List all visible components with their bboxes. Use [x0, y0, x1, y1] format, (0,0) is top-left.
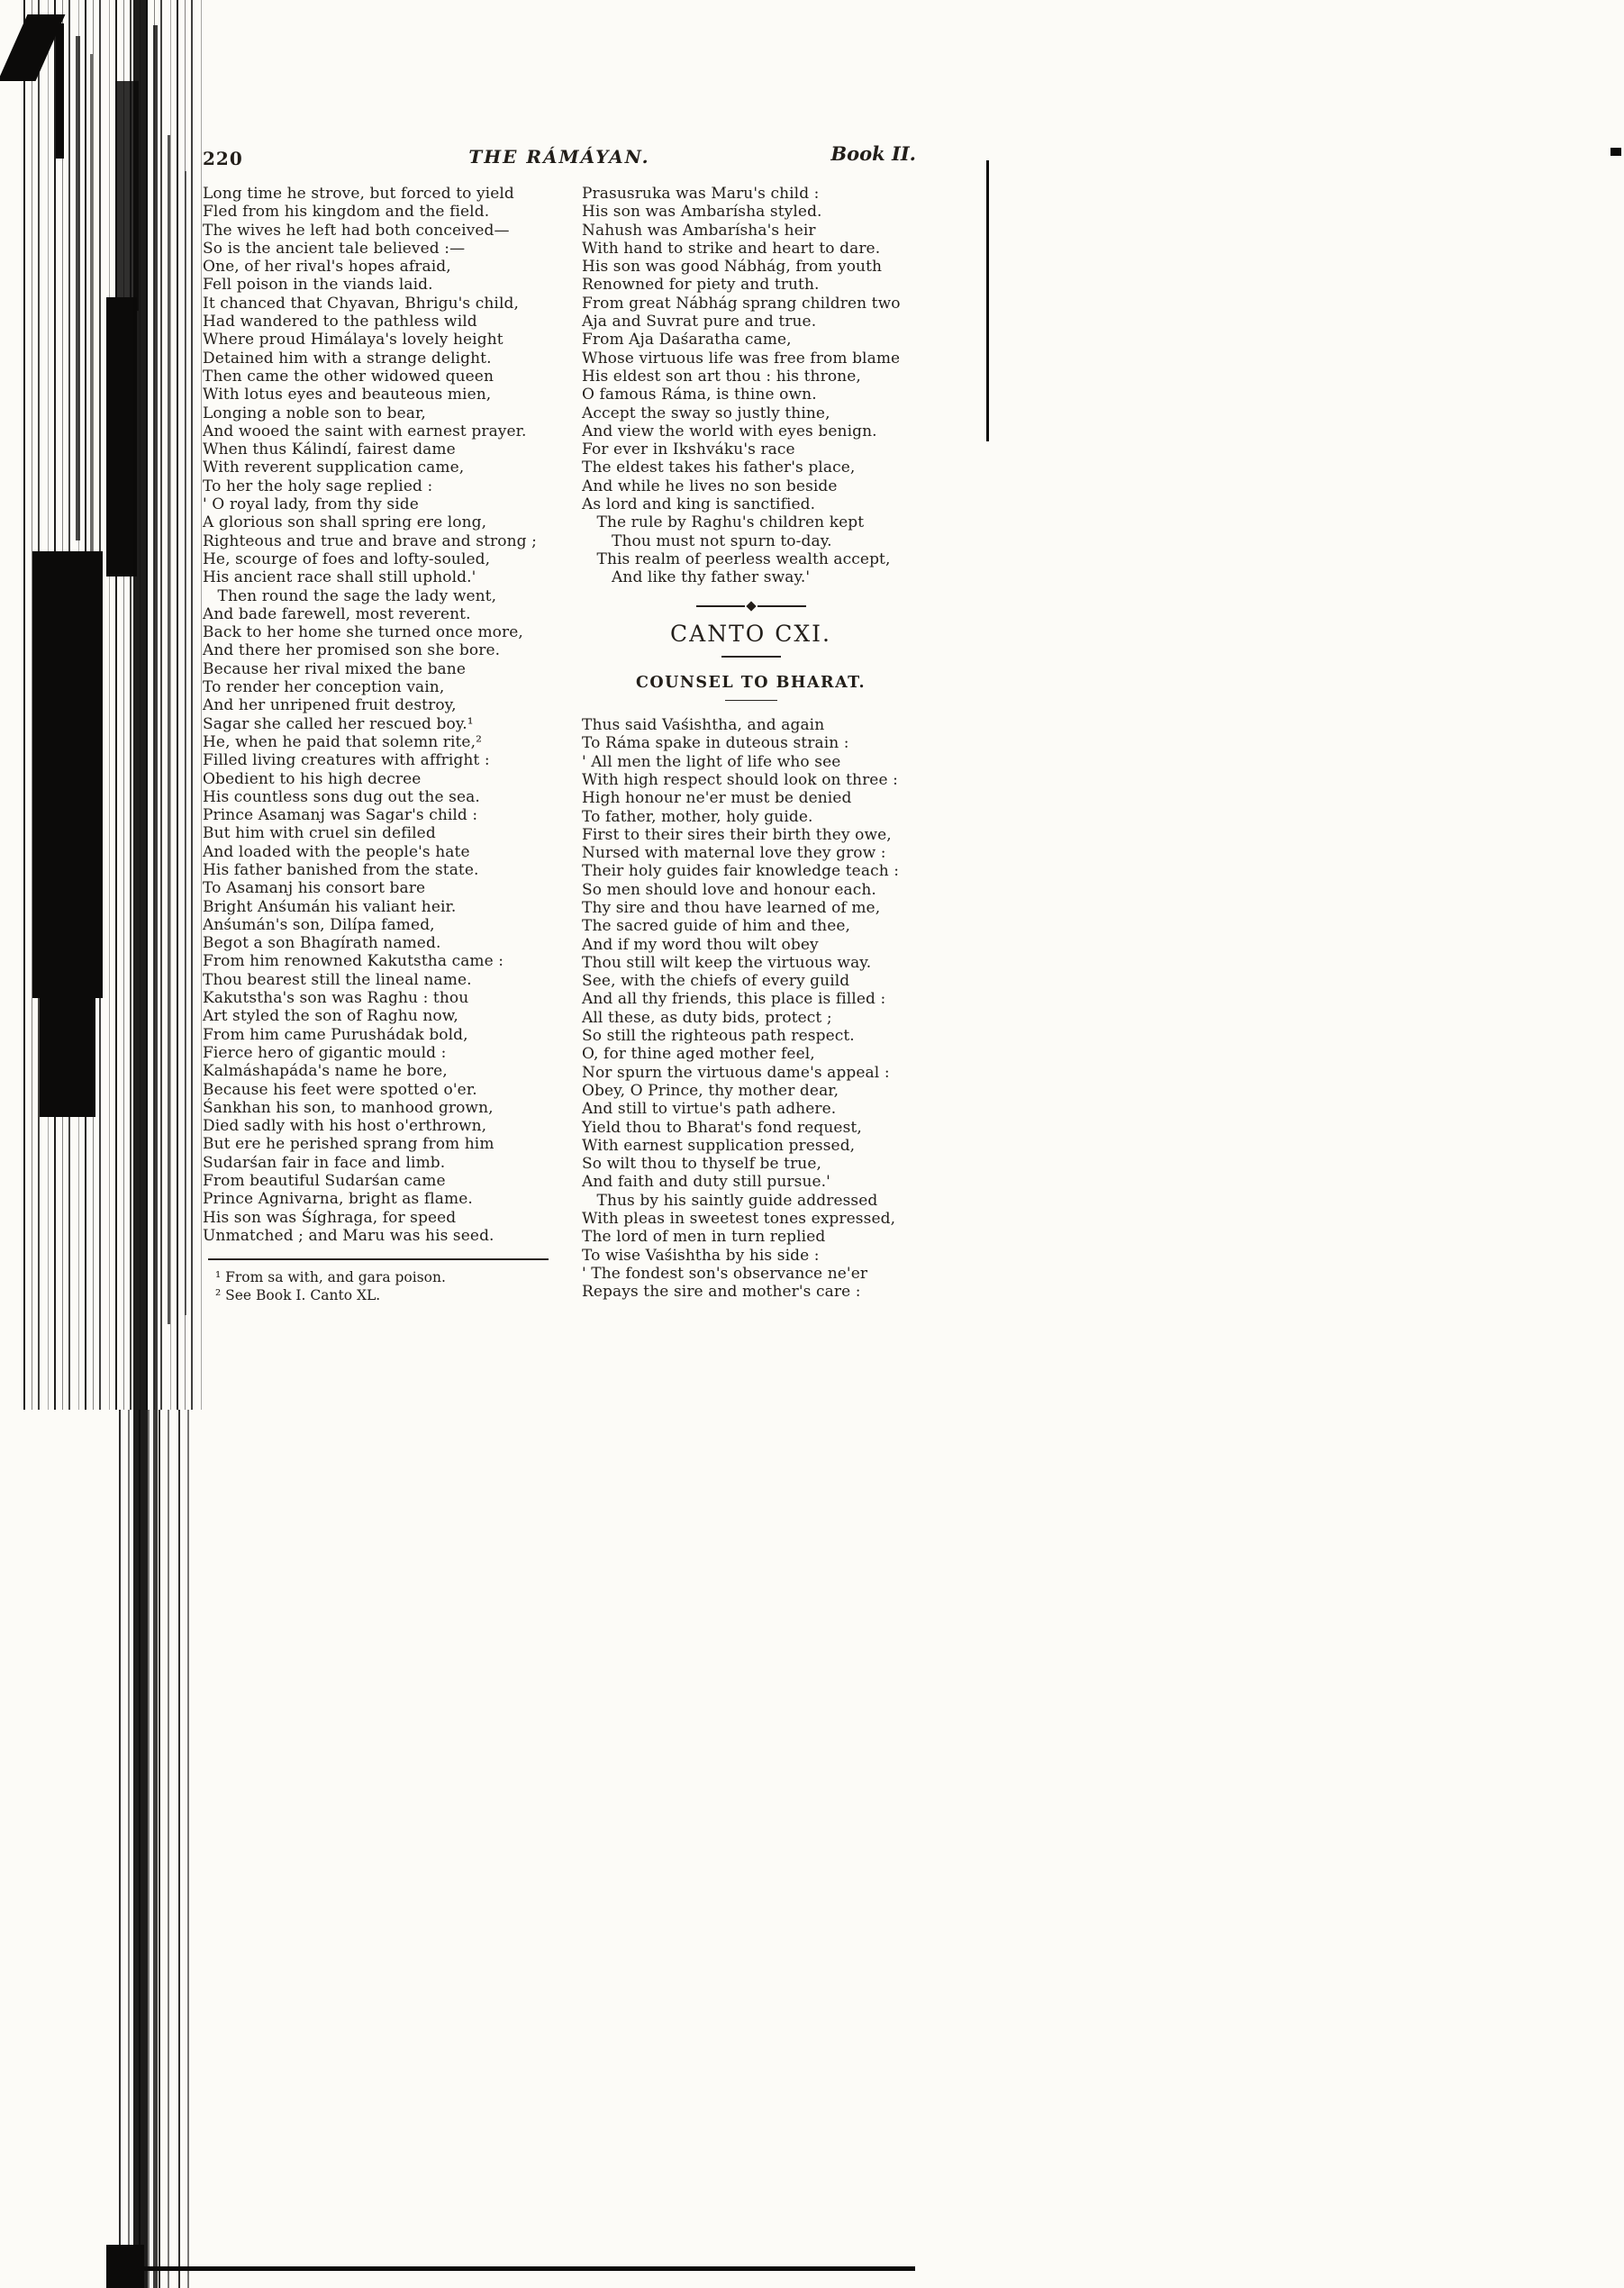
- verse-line: Thus by his saintly guide addressed: [582, 1191, 878, 1210]
- verse-line: Then round the sage the lady went,: [203, 586, 497, 605]
- verse-line: Had wandered to the pathless wild: [203, 313, 477, 331]
- verse-line: And all thy friends, this place is filled :: [582, 990, 886, 1009]
- verse-line: The lord of men in turn replied: [582, 1228, 826, 1247]
- verse-line: From great Nábhág sprang children two: [582, 294, 901, 313]
- divider-line: [696, 605, 745, 607]
- scan-streak: [185, 171, 186, 1315]
- verse-line: Obedient to his high decree: [203, 769, 422, 788]
- scan-streak: [40, 989, 95, 1117]
- verse-line: His ancient race shall still uphold.': [203, 568, 476, 587]
- verse-line: His son was Ambarísha styled.: [582, 203, 822, 222]
- verse-line: O, for thine aged mother feel,: [582, 1045, 815, 1064]
- footnotes: [203, 1268, 564, 1304]
- scan-streak: [986, 160, 989, 441]
- text-columns: [203, 185, 920, 1304]
- verse-line: ' All men the light of life who see: [582, 752, 841, 771]
- verse-line: Where proud Himálaya's lovely height: [203, 331, 504, 350]
- book-label: Book II.: [830, 142, 916, 165]
- verse-line: Śankhan his son, to manhood grown,: [203, 1098, 494, 1117]
- verse-line: Nor spurn the virtuous dame's appeal :: [582, 1063, 890, 1082]
- verse-line: See, with the chiefs of every guild: [582, 972, 850, 991]
- verse-line: As lord and king is sanctified.: [582, 495, 816, 514]
- divider-line: [758, 605, 806, 607]
- verse-line: Thou still wilt keep the virtuous way.: [582, 953, 872, 972]
- verse-line: This realm of peerless wealth accept,: [582, 549, 891, 568]
- verse-line: Fled from his kingdom and the field.: [203, 203, 490, 222]
- verse-line: Renowned for piety and truth.: [582, 276, 820, 295]
- canto-rule: [721, 656, 781, 658]
- verse-line: Kakutstha's son was Raghu : thou: [203, 989, 469, 1008]
- verse-line: Yield thou to Bharat's fond request,: [582, 1118, 862, 1137]
- verse-block-right-top: [582, 185, 920, 587]
- verse-line: Sagar she called her rescued boy.¹: [203, 714, 474, 733]
- verse-line: ' The fondest son's observance ne'er: [582, 1264, 868, 1283]
- scan-streak: [1610, 148, 1621, 156]
- verse-line: With lotus eyes and beauteous mien,: [203, 386, 492, 404]
- verse-line: Died sadly with his host o'erthrown,: [203, 1117, 487, 1136]
- verse-block-right-bottom: [582, 716, 920, 1302]
- verse-line: With pleas in sweetest tones expressed,: [582, 1210, 896, 1229]
- verse-line: From beautiful Sudarśan came: [203, 1172, 446, 1191]
- verse-line: Fierce hero of gigantic mould :: [203, 1043, 447, 1062]
- right-column: [582, 185, 920, 1304]
- verse-line: Then came the other widowed queen: [203, 367, 494, 386]
- verse-line: Fell poison in the viands laid.: [203, 276, 433, 295]
- verse-line: To render her conception vain,: [203, 678, 445, 697]
- verse-line: Long time he strove, but forced to yield: [203, 185, 514, 203]
- verse-line: But ere he perished sprang from him: [203, 1135, 494, 1154]
- verse-line: Whose virtuous life was free from blame: [582, 349, 901, 368]
- scan-streak: [106, 297, 137, 577]
- verse-line: ' O royal lady, from thy side: [203, 495, 419, 514]
- verse-line: Detained him with a strange delight.: [203, 349, 492, 368]
- verse-line: O famous Ráma, is thine own.: [582, 386, 817, 404]
- verse-line: Begot a son Bhagírath named.: [203, 934, 441, 953]
- verse-line: Kalmáshapáda's name he bore,: [203, 1062, 448, 1081]
- canto-heading: CANTO CXI.: [670, 620, 831, 647]
- verse-line: For ever in Ikshváku's race: [582, 440, 795, 459]
- running-head: [203, 142, 916, 171]
- verse-line: Thus said Vaśishtha, and again: [582, 716, 825, 735]
- verse-line: And her unripened fruit destroy,: [203, 696, 457, 715]
- verse-line: Anśumán's son, Dilípa famed,: [203, 915, 435, 934]
- verse-line: His son was Śíghraga, for speed: [203, 1208, 457, 1227]
- verse-line: With earnest supplication pressed,: [582, 1136, 856, 1155]
- verse-line: And loaded with the people's hate: [203, 842, 470, 861]
- verse-line: So still the righteous path respect.: [582, 1027, 855, 1046]
- verse-line: To her the holy sage replied :: [203, 477, 433, 495]
- verse-line: Thou must not spurn to-day.: [582, 531, 832, 550]
- verse-line: Unmatched ; and Maru was his seed.: [203, 1226, 494, 1245]
- footnote: ¹ From sa with, and gara poison.: [215, 1269, 446, 1286]
- verse-line: His eldest son art thou : his throne,: [582, 367, 861, 386]
- scan-streak: [76, 36, 80, 540]
- verse-line: And view the world with eyes benign.: [582, 422, 877, 440]
- verse-line: Sudarśan fair in face and limb.: [203, 1153, 446, 1172]
- verse-line: With hand to strike and heart to dare.: [582, 239, 881, 258]
- verse-line: The rule by Raghu's children kept: [582, 513, 865, 532]
- scan-streak: [106, 2245, 144, 2288]
- verse-line: His father banished from the state.: [203, 860, 479, 879]
- scan-streak: [56, 23, 64, 159]
- verse-line: Repays the sire and mother's care :: [582, 1283, 861, 1302]
- verse-line: Thou bearest still the lineal name.: [203, 970, 472, 989]
- verse-line: With high respect should look on three :: [582, 770, 898, 789]
- verse-line: And like thy father sway.': [582, 568, 811, 587]
- verse-line: And still to virtue's path adhere.: [582, 1100, 837, 1119]
- verse-line: So wilt thou to thyself be true,: [582, 1155, 822, 1174]
- page-title: THE RÁMÁYAN.: [468, 146, 650, 168]
- verse-line: Back to her home she turned once more,: [203, 623, 523, 642]
- section-rule: [725, 700, 777, 702]
- verse-line: Their holy guides fair knowledge teach :: [582, 862, 900, 881]
- verse-line: First to their sires their birth they owe,: [582, 825, 892, 844]
- verse-line: All these, as duty bids, protect ;: [582, 1008, 832, 1027]
- verse-line: And if my word thou wilt obey: [582, 935, 819, 954]
- verse-line: Bright Anśumán his valiant heir.: [203, 897, 457, 916]
- scan-streak: [168, 135, 170, 1324]
- verse-line: When thus Kálindí, fairest dame: [203, 440, 456, 459]
- verse-line: To father, mother, holy guide.: [582, 807, 813, 826]
- verse-line: One, of her rival's hopes afraid,: [203, 258, 451, 277]
- section-heading: COUNSEL TO BHARAT.: [635, 673, 866, 692]
- verse-line: High honour ne'er must be denied: [582, 789, 852, 808]
- verse-line: Accept the sway so justly thine,: [582, 404, 830, 422]
- section-divider: [582, 603, 920, 610]
- verse-line: His son was good Nábhág, from youth: [582, 258, 883, 277]
- verse-line: From Aja Daśaratha came,: [582, 331, 792, 350]
- verse-line: The wives he left had both conceived—: [203, 221, 510, 240]
- verse-line: Aja and Suvrat pure and true.: [582, 313, 817, 331]
- verse-line: Obey, O Prince, thy mother dear,: [582, 1081, 839, 1100]
- verse-line: Because her rival mixed the bane: [203, 659, 466, 678]
- verse-line: Thy sire and thou have learned of me,: [582, 899, 881, 917]
- page-number: 220: [203, 148, 243, 169]
- verse-line: To Ráma spake in duteous strain :: [582, 734, 849, 753]
- scan-streak: [106, 2266, 915, 2271]
- footnote-divider: [208, 1258, 549, 1260]
- verse-line: So men should love and honour each.: [582, 880, 876, 899]
- verse-line: Nursed with maternal love they grow :: [582, 844, 886, 863]
- verse-line: Art styled the son of Raghu now,: [203, 1007, 458, 1026]
- scan-streak: [153, 25, 158, 2288]
- verse-line: Filled living creatures with affright :: [203, 751, 490, 770]
- verse-line: Prince Asamanj was Sagar's child :: [203, 806, 478, 825]
- verse-line: The eldest takes his father's place,: [582, 459, 856, 477]
- divider-diamond-icon: [746, 601, 756, 611]
- verse-line: A glorious son shall spring ere long,: [203, 513, 487, 532]
- verse-line: From him came Purushádak bold,: [203, 1025, 468, 1044]
- verse-line: And faith and duty still pursue.': [582, 1173, 830, 1192]
- verse-line: Prince Agnivarna, bright as flame.: [203, 1190, 473, 1209]
- verse-line: And while he lives no son beside: [582, 477, 838, 495]
- verse-line: To Asamanj his consort bare: [203, 879, 426, 898]
- scan-streak: [133, 0, 148, 2288]
- verse-line: His countless sons dug out the sea.: [203, 787, 480, 806]
- verse-line: The sacred guide of him and thee,: [582, 917, 851, 936]
- verse-line: From him renowned Kakutstha came :: [203, 952, 504, 971]
- verse-line: Righteous and true and brave and strong ;: [203, 531, 537, 550]
- verse-line: Nahush was Ambarísha's heir: [582, 221, 816, 240]
- verse-line: And wooed the saint with earnest prayer.: [203, 422, 527, 440]
- scan-streak: [32, 551, 103, 998]
- verse-line: To wise Vaśishtha by his side :: [582, 1246, 820, 1265]
- verse-line: With reverent supplication came,: [203, 459, 465, 477]
- verse-line: He, scourge of foes and lofty-souled,: [203, 549, 491, 568]
- verse-line: He, when he paid that solemn rite,²: [203, 732, 483, 751]
- left-column: [203, 185, 564, 1304]
- verse-line: Prasusruka was Maru's child :: [582, 185, 820, 203]
- verse-line: And bade farewell, most reverent.: [203, 604, 471, 623]
- verse-line: Because his feet were spotted o'er.: [203, 1080, 477, 1099]
- verse-block-left: [203, 185, 564, 1245]
- footnote: ² See Book I. Canto XL.: [215, 1287, 381, 1304]
- verse-line: So is the ancient tale believed :—: [203, 239, 466, 258]
- verse-line: Longing a noble son to bear,: [203, 404, 426, 422]
- verse-line: And there her promised son she bore.: [203, 641, 501, 660]
- verse-line: But him with cruel sin defiled: [203, 824, 436, 843]
- verse-line: It chanced that Chyavan, Bhrigu's child,: [203, 294, 519, 313]
